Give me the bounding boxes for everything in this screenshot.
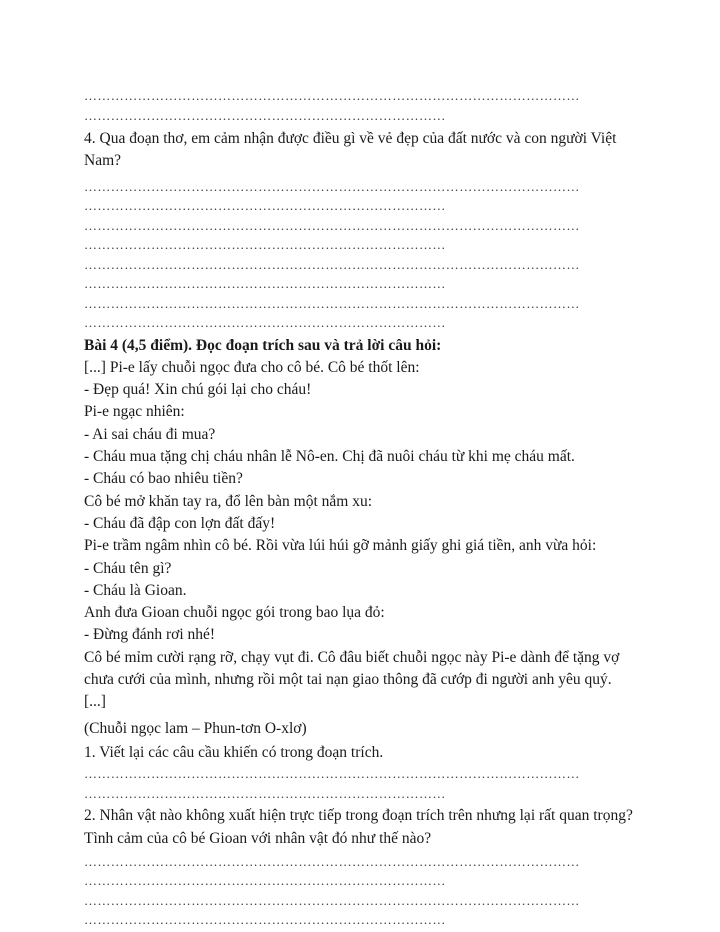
answer-line: ………………………………………………………………………………………………… — [84, 88, 580, 103]
passage-paragraph: Cô bé mỉm cười rạng rỡ, chạy vụt đi. Cô đâu biết chuỗi ngọc này Pi-e dành để tặng vợ chưa cưới của mình, nhưng rồi một tai nạn giao thông đã cướp đi người anh yêu quý. [...] — [84, 648, 620, 711]
passage-line: Pi-e ngạc nhiên: — [84, 403, 185, 421]
answer-line: ………………………………………………………………………………………………… — [84, 217, 580, 233]
question-2: 2. Nhân vật nào không xuất hiện trực tiếp trong đoạn trích trên nhưng lại rất quan trọng? Tình cảm của cô bé Gioan với nhân vật đó như thế nào? — [84, 807, 633, 847]
answer-line: ……………………………………………………………………… — [84, 237, 446, 253]
answer-line: ……………………………………………………………………… — [84, 912, 446, 928]
answer-line: ………………………………………………………………………………………………… — [84, 178, 580, 194]
answer-line: ………………………………………………………………………………………………… — [84, 766, 580, 782]
passage-line: - Ai sai cháu đi mua? — [84, 425, 216, 443]
answer-line: ………………………………………………………………………………………………… — [84, 295, 580, 311]
passage-line: - Cháu đã đập con lợn đất đấy! — [84, 514, 276, 532]
passage-line: - Đừng đánh rơi nhé! — [84, 626, 216, 644]
answer-line: ……………………………………………………………………… — [84, 198, 446, 214]
passage-line: - Cháu có bao nhiêu tiền? — [84, 470, 243, 488]
passage-line: - Cháu là Gioan. — [84, 581, 187, 599]
exercise-4-heading: Bài 4 (4,5 điểm). Đọc đoạn trích sau và trả lời câu hỏi: — [84, 336, 442, 354]
worksheet-page — [84, 86, 634, 930]
answer-line: ……………………………………………………………………… — [84, 107, 446, 123]
answer-line: ……………………………………………………………………… — [84, 785, 446, 801]
passage-line: - Đẹp quá! Xin chú gói lại cho cháu! — [84, 381, 312, 399]
passage-source: (Chuỗi ngọc lam – Phun-tơn O-xlơ) — [84, 719, 307, 737]
passage-line: - Cháu mua tặng chị cháu nhân lễ Nô-en. Chị đã nuôi cháu từ khi mẹ cháu mất. — [84, 448, 575, 466]
passage-line: Anh đưa Gioan chuỗi ngọc gói trong bao lụa đỏ: — [84, 604, 385, 622]
answer-line: ……………………………………………………………………… — [84, 315, 446, 331]
question-1: 1. Viết lại các câu cầu khiến có trong đoạn trích. — [84, 743, 384, 761]
answer-line: ………………………………………………………………………………………………… — [84, 256, 580, 272]
passage-line: [...] Pi-e lấy chuỗi ngọc đưa cho cô bé. Cô bé thốt lên: — [84, 358, 420, 376]
question-4: 4. Qua đoạn thơ, em cảm nhận được điều gì về vẻ đẹp của đất nước và con người Việt Nam? — [84, 130, 617, 170]
answer-line: ………………………………………………………………………………………………… — [84, 853, 580, 869]
passage-line: Cô bé mở khăn tay ra, đổ lên bàn một nắm xu: — [84, 492, 372, 510]
answer-line: ………………………………………………………………………………………………… — [84, 892, 580, 908]
passage-line: Pi-e trầm ngâm nhìn cô bé. Rồi vừa lúi húi gỡ mảnh giấy ghi giá tiền, anh vừa hỏi: — [84, 537, 597, 555]
answer-line: ……………………………………………………………………… — [84, 276, 446, 292]
passage-line: - Cháu tên gì? — [84, 559, 172, 577]
answer-line: ……………………………………………………………………… — [84, 873, 446, 889]
